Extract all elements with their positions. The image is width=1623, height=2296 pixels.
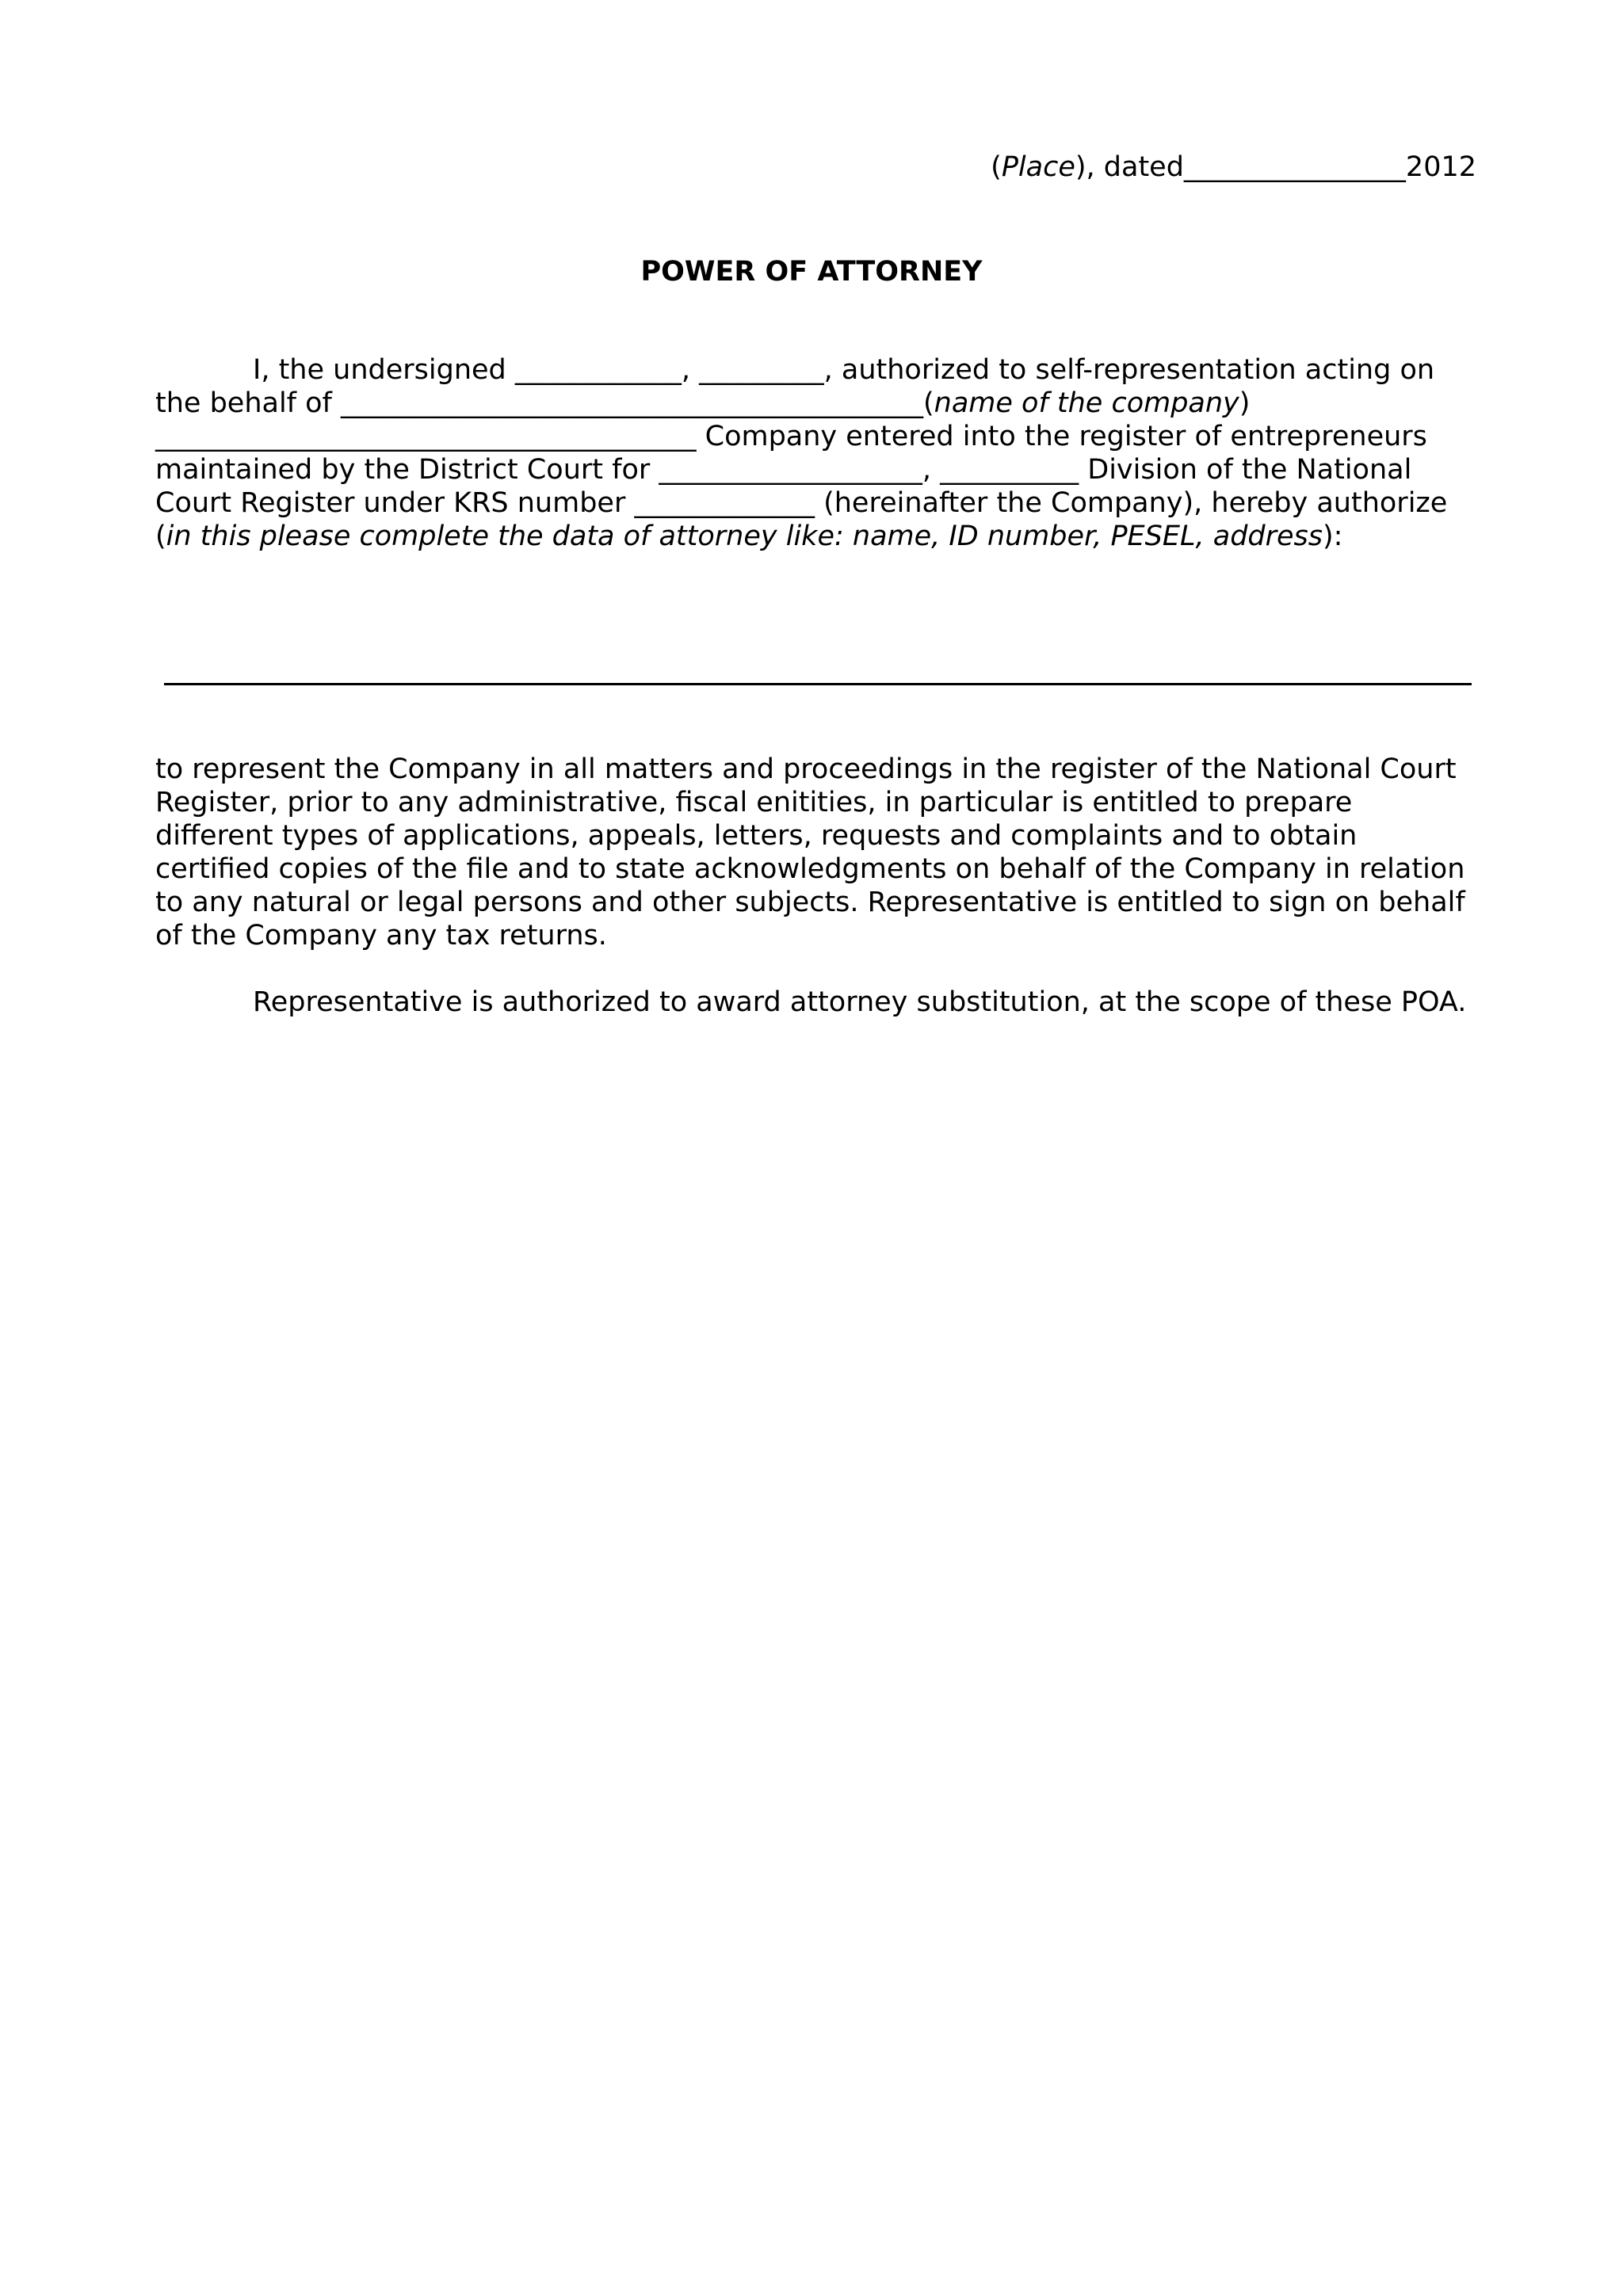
substitution-paragraph: Representative is authorized to award attorney substitution, at the scope of these POA.: [253, 986, 1467, 1018]
place-label: Place: [1001, 151, 1075, 183]
authorization-paragraph: [155, 353, 1471, 553]
scope-paragraph: to represent the Company in all matters and proceedings in the register of the National Court Register, prior to any administrative, fiscal enitities, in particular is entitled to prepare different types of applications, appeals, letters, requests and complaints and to obtain certified copies of the file and to state acknowledgments on behalf of the Company in relation to any natural or legal persons and other subjects. Representative is entitled to sign on behalf of the Company any tax returns.: [155, 753, 1465, 952]
date-blank: ________________: [1183, 151, 1406, 183]
attorney-data-hint: in this please complete the data of attorney like: name, ID number, PESEL, address: [166, 521, 1323, 552]
company-name-hint: name of the company: [934, 387, 1239, 419]
dated-label: , dated: [1086, 151, 1184, 183]
year: 2012: [1405, 151, 1476, 183]
attorney-data-blank-line: [164, 683, 1472, 685]
paragraph1-part3: ):: [1323, 521, 1343, 552]
document-title: POWER OF ATTORNEY: [640, 256, 983, 288]
place-date-line: (Place), dated________________2012: [991, 151, 1476, 183]
paragraph1-part2: ) _______________________________________ Company entered into the register of entrepreneurs maintained by the District Court for ___________________, __________ Division of the National Court Register under KRS number _____________ (hereinafter the Company), hereby authorize (: [155, 387, 1448, 552]
paragraph1-part1: I, the undersigned ____________, _________, authorized to self-representation acting on the behalf of __________________________________________(: [155, 354, 1435, 419]
